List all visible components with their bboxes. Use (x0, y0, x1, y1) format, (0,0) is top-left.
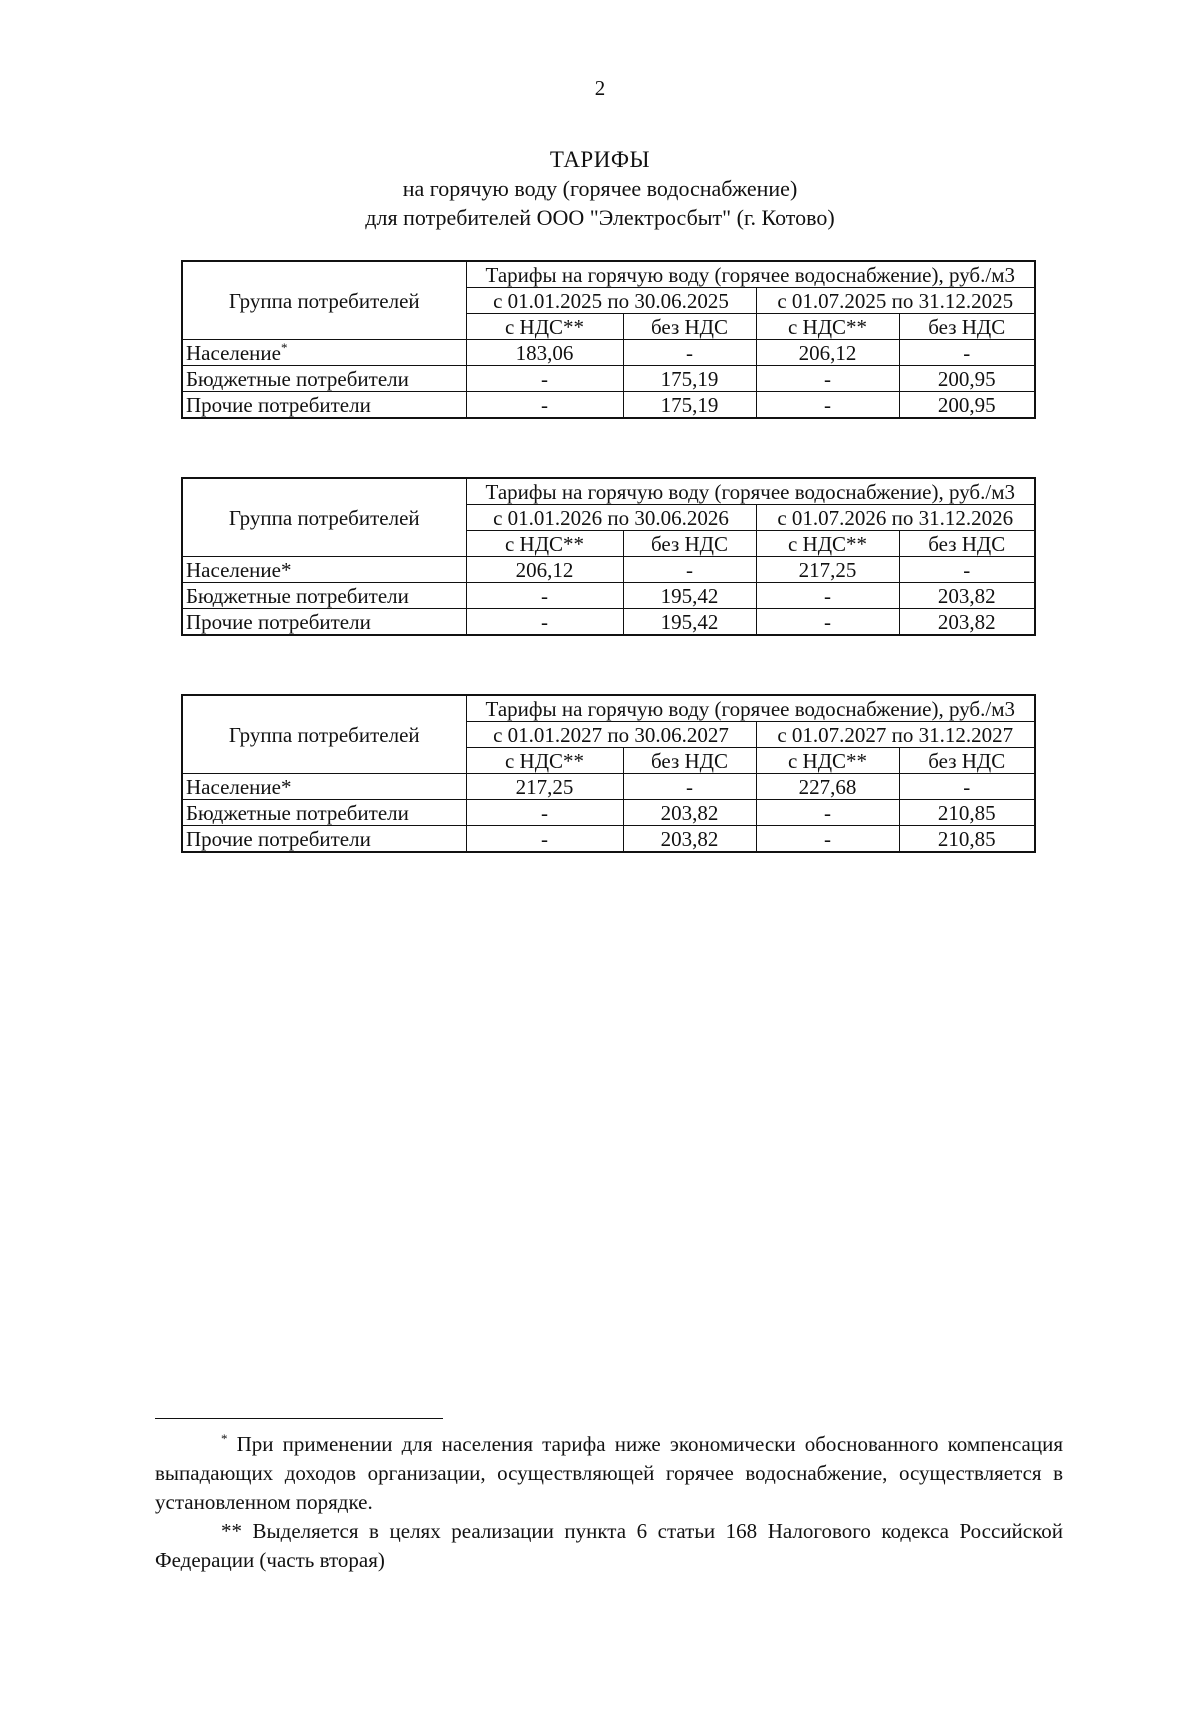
table-row (182, 609, 1035, 636)
value-cell: 195,42 (623, 583, 756, 609)
value-cell: - (899, 340, 1035, 366)
period-header-cell: с 01.01.2027 по 30.06.2027 (466, 722, 756, 748)
value-cell: - (623, 557, 756, 583)
value-cell: - (756, 583, 899, 609)
value-cell: - (466, 583, 623, 609)
value-cell: 227,68 (756, 774, 899, 800)
novat-header-cell: без НДС (899, 531, 1035, 557)
group-header-cell: Группа потребителей (182, 478, 466, 557)
vat-header-cell: с НДС** (466, 531, 623, 557)
row-label-cell: Прочие потребители (182, 609, 466, 636)
value-cell: 217,25 (756, 557, 899, 583)
value-cell: - (756, 392, 899, 419)
novat-header-cell: без НДС (899, 748, 1035, 774)
table-row (182, 774, 1035, 800)
novat-header-cell: без НДС (623, 531, 756, 557)
tariff-header-cell: Тарифы на горячую воду (горячее водоснабжение), руб./м3 (466, 695, 1035, 722)
vat-header-cell: с НДС** (466, 748, 623, 774)
value-cell: - (756, 800, 899, 826)
footnote-2: ** Выделяется в целях реализации пункта 6 статьи 168 Налогового кодекса Российской Федерации (часть вторая) (155, 1519, 1063, 1572)
row-label-cell: Население* (182, 557, 466, 583)
tariff-header-cell: Тарифы на горячую воду (горячее водоснабжение), руб./м3 (466, 478, 1035, 505)
period-header-cell: с 01.01.2026 по 30.06.2026 (466, 505, 756, 531)
value-cell: 200,95 (899, 366, 1035, 392)
document-header (0, 146, 1200, 232)
value-cell: - (466, 609, 623, 636)
row-label-cell (182, 340, 466, 366)
value-cell: - (756, 366, 899, 392)
row-label-cell: Прочие потребители (182, 826, 466, 853)
period-header-cell: с 01.07.2026 по 31.12.2026 (756, 505, 1035, 531)
period-header-cell: с 01.01.2025 по 30.06.2025 (466, 288, 756, 314)
value-cell: 175,19 (623, 392, 756, 419)
value-cell: 200,95 (899, 392, 1035, 419)
period-header-cell: с 01.07.2025 по 31.12.2025 (756, 288, 1035, 314)
value-cell: - (756, 826, 899, 853)
footnote-separator (155, 1418, 443, 1419)
vat-header-cell: с НДС** (466, 314, 623, 340)
value-cell: - (623, 774, 756, 800)
value-cell: - (623, 340, 756, 366)
vat-header-cell: с НДС** (756, 314, 899, 340)
table-row (182, 800, 1035, 826)
value-cell: 217,25 (466, 774, 623, 800)
footnote-1-mark: * (221, 1431, 228, 1446)
table-row (182, 392, 1035, 419)
table-row (182, 340, 1035, 366)
vat-header-cell: с НДС** (756, 748, 899, 774)
value-cell: - (466, 392, 623, 419)
tariff-table-2026 (181, 477, 1036, 636)
novat-header-cell: без НДС (623, 314, 756, 340)
value-cell: 206,12 (466, 557, 623, 583)
group-header-cell: Группа потребителей (182, 695, 466, 774)
footnote-1-text: При применении для населения тарифа ниже экономически обоснованного компенсация выпадающих доходов организации, осуществляющей горячее водоснабжение, осуществляется в установленном порядке. (155, 1432, 1064, 1514)
value-cell: 203,82 (899, 583, 1035, 609)
table-row (182, 557, 1035, 583)
value-cell: 206,12 (756, 340, 899, 366)
tariff-table-2027 (181, 694, 1036, 853)
value-cell: 210,85 (899, 826, 1035, 853)
value-cell: 183,06 (466, 340, 623, 366)
novat-header-cell: без НДС (623, 748, 756, 774)
value-cell: 203,82 (899, 609, 1035, 636)
table-row (182, 583, 1035, 609)
document-subtitle-line2: для потребителей ООО "Электросбыт" (г. Котово) (365, 205, 835, 230)
value-cell: - (899, 557, 1035, 583)
value-cell: 175,19 (623, 366, 756, 392)
page-number: 2 (594, 76, 606, 100)
value-cell: 203,82 (623, 826, 756, 853)
novat-header-cell: без НДС (899, 314, 1035, 340)
row-label-cell: Бюджетные потребители (182, 800, 466, 826)
value-cell: - (466, 800, 623, 826)
row-label-text: Население (186, 340, 281, 365)
value-cell: 210,85 (899, 800, 1035, 826)
value-cell: - (466, 366, 623, 392)
vat-header-cell: с НДС** (756, 531, 899, 557)
group-header-cell: Группа потребителей (182, 261, 466, 340)
period-header-cell: с 01.07.2027 по 31.12.2027 (756, 722, 1035, 748)
footnote-mark: * (280, 339, 288, 355)
value-cell: - (756, 609, 899, 636)
tariff-table-2025 (181, 260, 1036, 419)
document-subtitle-line1: на горячую воду (горячее водоснабжение) (402, 176, 798, 201)
tariff-header-cell: Тарифы на горячую воду (горячее водоснабжение), руб./м3 (466, 261, 1035, 288)
value-cell: 195,42 (623, 609, 756, 636)
row-label-cell: Бюджетные потребители (182, 366, 466, 392)
footnotes (155, 1430, 1063, 1575)
row-label-cell: Население* (182, 774, 466, 800)
footnote-1 (155, 1430, 1063, 1517)
table-row (182, 366, 1035, 392)
row-label-cell: Прочие потребители (182, 392, 466, 419)
value-cell: 203,82 (623, 800, 756, 826)
value-cell: - (466, 826, 623, 853)
row-label-cell: Бюджетные потребители (182, 583, 466, 609)
table-row (182, 826, 1035, 853)
value-cell: - (899, 774, 1035, 800)
document-title: ТАРИФЫ (549, 147, 651, 172)
